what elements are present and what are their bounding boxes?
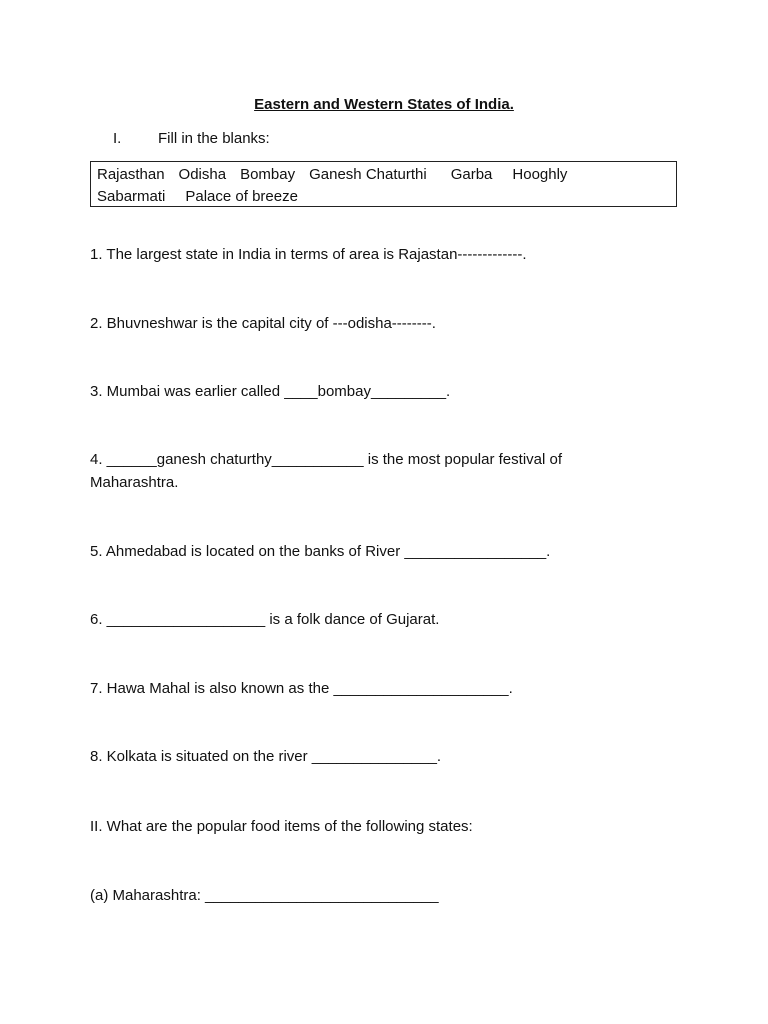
food-item-maharashtra: (a) Maharashtra: ____________________________ [90,887,439,904]
word-bank-word: Rajasthan [97,166,165,183]
question-4: 4. ______ganesh chaturthy___________ is the most popular festival of Maharashtra. [90,451,563,491]
word-bank-word: Palace of breeze [185,188,298,205]
page-title: Eastern and Western States of India. [254,96,514,113]
question-3: 3. Mumbai was earlier called ____bombay_________. [90,383,451,400]
word-bank-box [90,161,677,207]
word-bank-word: Ganesh Chaturthi [309,166,427,183]
word-bank-row-2 [97,186,670,208]
section-1-number: I. [113,130,122,147]
question-8: 8. Kolkata is situated on the river _______________. [90,748,442,765]
section-2-heading: II. What are the popular food items of the following states: [90,818,473,835]
question-1: 1. The largest state in India in terms of area is Rajastan-------------. [90,246,527,263]
question-2: 2. Bhuvneshwar is the capital city of ---odisha--------. [90,315,436,332]
word-bank-word: Garba [450,166,493,183]
question-6: 6. ___________________ is a folk dance of Gujarat. [90,611,440,628]
word-bank-word: Sabarmati [97,188,166,205]
word-bank-word: Hooghly [512,166,568,183]
section-1-label: Fill in the blanks: [158,130,270,147]
word-bank-row-1 [97,164,670,186]
question-7: 7. Hawa Mahal is also known as the _____________________. [90,680,513,697]
question-5: 5. Ahmedabad is located on the banks of River _________________. [90,543,551,560]
word-bank-word: Odisha [178,166,227,183]
word-bank-word: Bombay [240,166,296,183]
section-1-heading [113,130,270,147]
